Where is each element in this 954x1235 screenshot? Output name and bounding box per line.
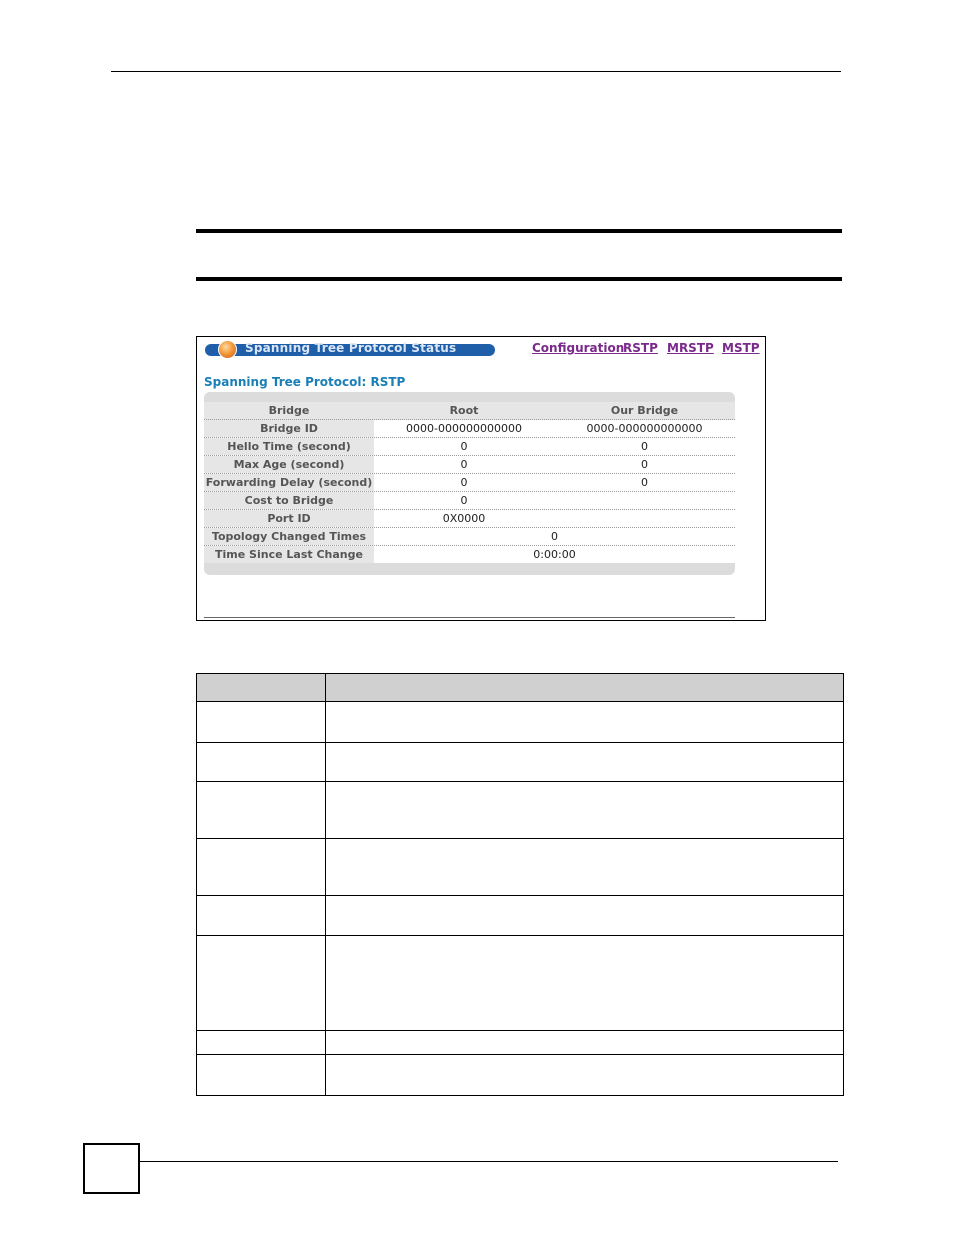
root-value: 0 xyxy=(460,458,468,471)
row-label: Topology Changed Times xyxy=(204,528,374,545)
rstp-link[interactable]: RSTP xyxy=(623,341,658,355)
header-bridge: Bridge xyxy=(204,402,374,419)
table-row xyxy=(204,510,735,528)
table-row xyxy=(204,456,735,474)
table-row xyxy=(197,839,844,896)
our-value: 0000-000000000000 xyxy=(586,422,703,435)
table-row xyxy=(204,528,735,546)
page-number-box xyxy=(83,1143,140,1194)
note-rule-bottom xyxy=(196,277,842,281)
mrstp-link[interactable]: MRSTP xyxy=(667,341,714,355)
root-value: 0X0000 xyxy=(442,512,486,525)
table-row xyxy=(197,782,844,839)
orb-icon xyxy=(218,340,237,359)
root-value: 0000-000000000000 xyxy=(406,422,522,435)
desc-header-label xyxy=(197,674,326,702)
our-value: 0 xyxy=(641,476,648,489)
row-label: Cost to Bridge xyxy=(204,492,374,509)
span-value: 0:00:00 xyxy=(533,548,576,561)
root-value: 0 xyxy=(460,476,468,489)
table-bottom-cap xyxy=(204,563,735,575)
row-label: Hello Time (second) xyxy=(204,438,374,455)
row-label: Port ID xyxy=(204,510,374,527)
span-value: 0 xyxy=(551,530,558,543)
screen-title: Spanning Tree Protocol Status xyxy=(245,341,457,355)
table-row xyxy=(197,896,844,936)
row-label: Time Since Last Change xyxy=(204,546,374,563)
note-rule-top xyxy=(196,229,842,233)
header-our-bridge: Our Bridge xyxy=(610,404,679,417)
desc-header-row xyxy=(197,674,844,702)
table-row xyxy=(197,1055,844,1096)
row-label: Bridge ID xyxy=(204,420,374,437)
table-row xyxy=(204,438,735,456)
header-root: Root xyxy=(449,404,479,417)
footer-rule xyxy=(140,1161,838,1162)
table-row xyxy=(204,474,735,492)
mstp-link[interactable]: MSTP xyxy=(722,341,760,355)
row-label: Forwarding Delay (second) xyxy=(205,476,373,489)
figure-bottom-rule xyxy=(204,617,735,618)
table-row xyxy=(197,743,844,782)
root-value: 0 xyxy=(460,494,468,507)
header-rule xyxy=(111,71,841,72)
description-table xyxy=(196,673,844,1096)
table-row xyxy=(197,1031,844,1055)
table-header-row xyxy=(204,402,735,420)
screenshot-figure xyxy=(196,336,766,621)
row-label: Max Age (second) xyxy=(204,456,374,473)
configuration-link[interactable]: Configuration xyxy=(532,341,625,355)
our-value: 0 xyxy=(641,458,648,471)
table-row xyxy=(197,936,844,1031)
desc-header-description xyxy=(326,674,844,702)
table-row xyxy=(204,420,735,438)
table-top-cap xyxy=(204,392,735,402)
section-title: Spanning Tree Protocol: RSTP xyxy=(204,375,406,389)
table-row xyxy=(204,492,735,510)
our-value: 0 xyxy=(641,440,648,453)
table-row xyxy=(197,702,844,743)
root-value: 0 xyxy=(460,440,468,453)
status-table xyxy=(204,392,735,575)
table-row xyxy=(204,546,735,564)
